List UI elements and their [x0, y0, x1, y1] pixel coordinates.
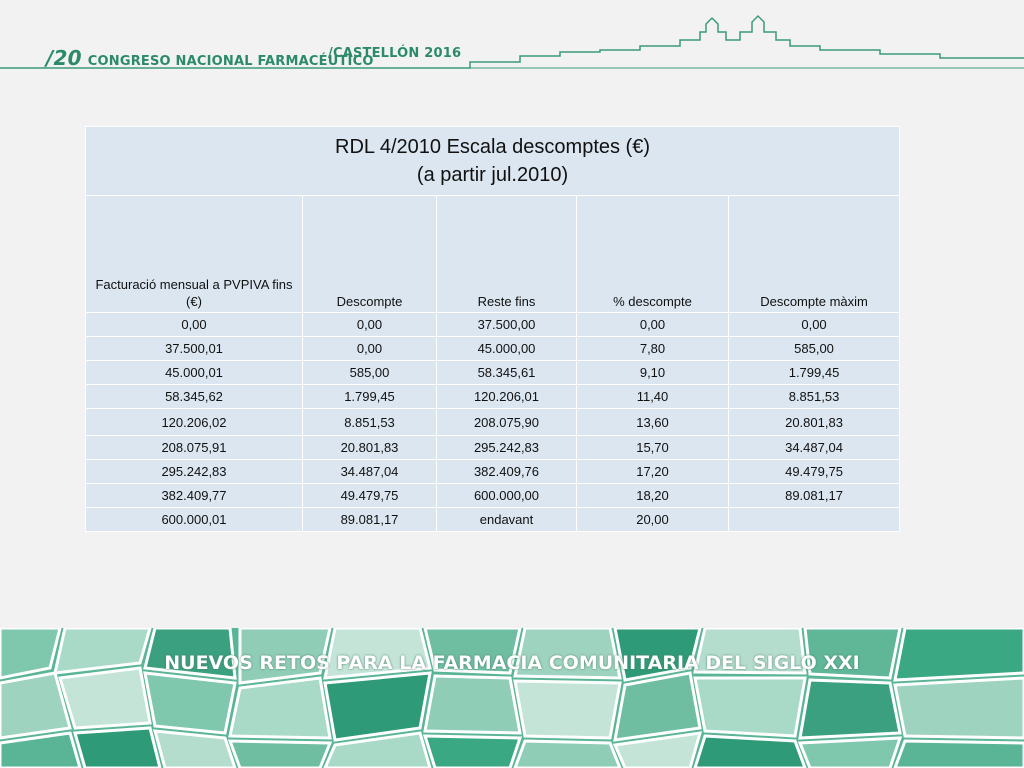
- table-cell: 58.345,61: [437, 361, 577, 385]
- mosaic-pattern: [0, 628, 1024, 768]
- table-row: [86, 313, 900, 337]
- table-cell: endavant: [437, 508, 577, 532]
- column-header: Descompte màxim: [729, 196, 900, 313]
- table-cell: 0,00: [303, 313, 437, 337]
- table-title-line2: (a partir jul.2010): [416, 164, 569, 186]
- table-cell: 37.500,00: [437, 313, 577, 337]
- table-cell: 382.409,76: [437, 460, 577, 484]
- header-title: [46, 46, 462, 70]
- column-header: Facturació mensual a PVPIVA fins (€): [86, 196, 303, 313]
- table-cell: 11,40: [577, 385, 729, 409]
- discount-table: [85, 126, 900, 532]
- table-cell: 17,20: [577, 460, 729, 484]
- table-cell: 89.081,17: [303, 508, 437, 532]
- table-cell: 89.081,17: [729, 484, 900, 508]
- table-row: [86, 484, 900, 508]
- column-header: % descompte: [577, 196, 729, 313]
- table-cell: 20.801,83: [729, 409, 900, 436]
- table-row: [86, 385, 900, 409]
- column-header: Reste fins: [437, 196, 577, 313]
- congress-name: CONGRESO NACIONAL FARMACÉUTICO: [87, 54, 374, 69]
- table-cell: 20,00: [577, 508, 729, 532]
- table-cell: 20.801,83: [303, 436, 437, 460]
- header: [0, 0, 1024, 80]
- table-cell: 13,60: [577, 409, 729, 436]
- table-cell: 0,00: [303, 337, 437, 361]
- table-cell: 600.000,00: [437, 484, 577, 508]
- table-cell: 49.479,75: [303, 484, 437, 508]
- table-row: [86, 460, 900, 484]
- table-cell: 585,00: [729, 337, 900, 361]
- column-header: Descompte: [303, 196, 437, 313]
- discount-table-container: [85, 126, 899, 532]
- table-cell: 208.075,90: [437, 409, 577, 436]
- table-cell: 600.000,01: [86, 508, 303, 532]
- congress-number: /20: [46, 46, 82, 70]
- table-cell: 0,00: [86, 313, 303, 337]
- table-cell: 208.075,91: [86, 436, 303, 460]
- footer-slogan: NUEVOS RETOS PARA LA FARMACIA COMUNITARIA DEL SIGLO XXI: [164, 652, 860, 674]
- table-cell: 34.487,04: [729, 436, 900, 460]
- table-cell: 120.206,02: [86, 409, 303, 436]
- table-row: [86, 508, 900, 532]
- table-row: [86, 361, 900, 385]
- table-cell: [729, 508, 900, 532]
- table-row: [86, 436, 900, 460]
- table-cell: 0,00: [577, 313, 729, 337]
- table-cell: 0,00: [729, 313, 900, 337]
- table-cell: 18,20: [577, 484, 729, 508]
- table-cell: 45.000,00: [437, 337, 577, 361]
- table-cell: 58.345,62: [86, 385, 303, 409]
- congress-city: /CASTELLÓN 2016: [328, 46, 462, 61]
- table-cell: 585,00: [303, 361, 437, 385]
- table-cell: 15,70: [577, 436, 729, 460]
- table-cell: 8.851,53: [729, 385, 900, 409]
- table-cell: 120.206,01: [437, 385, 577, 409]
- table-cell: 382.409,77: [86, 484, 303, 508]
- table-cell: 295.242,83: [86, 460, 303, 484]
- table-row: [86, 337, 900, 361]
- table-cell: 1.799,45: [729, 361, 900, 385]
- table-header-row: [86, 196, 900, 313]
- table-cell: 45.000,01: [86, 361, 303, 385]
- table-title: [86, 127, 900, 196]
- table-cell: 8.851,53: [303, 409, 437, 436]
- mosaic-footer-band: [0, 628, 1024, 768]
- table-cell: 49.479,75: [729, 460, 900, 484]
- table-cell: 7,80: [577, 337, 729, 361]
- table-cell: 37.500,01: [86, 337, 303, 361]
- table-row: [86, 409, 900, 436]
- table-cell: 9,10: [577, 361, 729, 385]
- table-title-line1: RDL 4/2010 Escala descomptes (€): [335, 136, 651, 158]
- table-cell: 34.487,04: [303, 460, 437, 484]
- table-cell: 295.242,83: [437, 436, 577, 460]
- table-cell: 1.799,45: [303, 385, 437, 409]
